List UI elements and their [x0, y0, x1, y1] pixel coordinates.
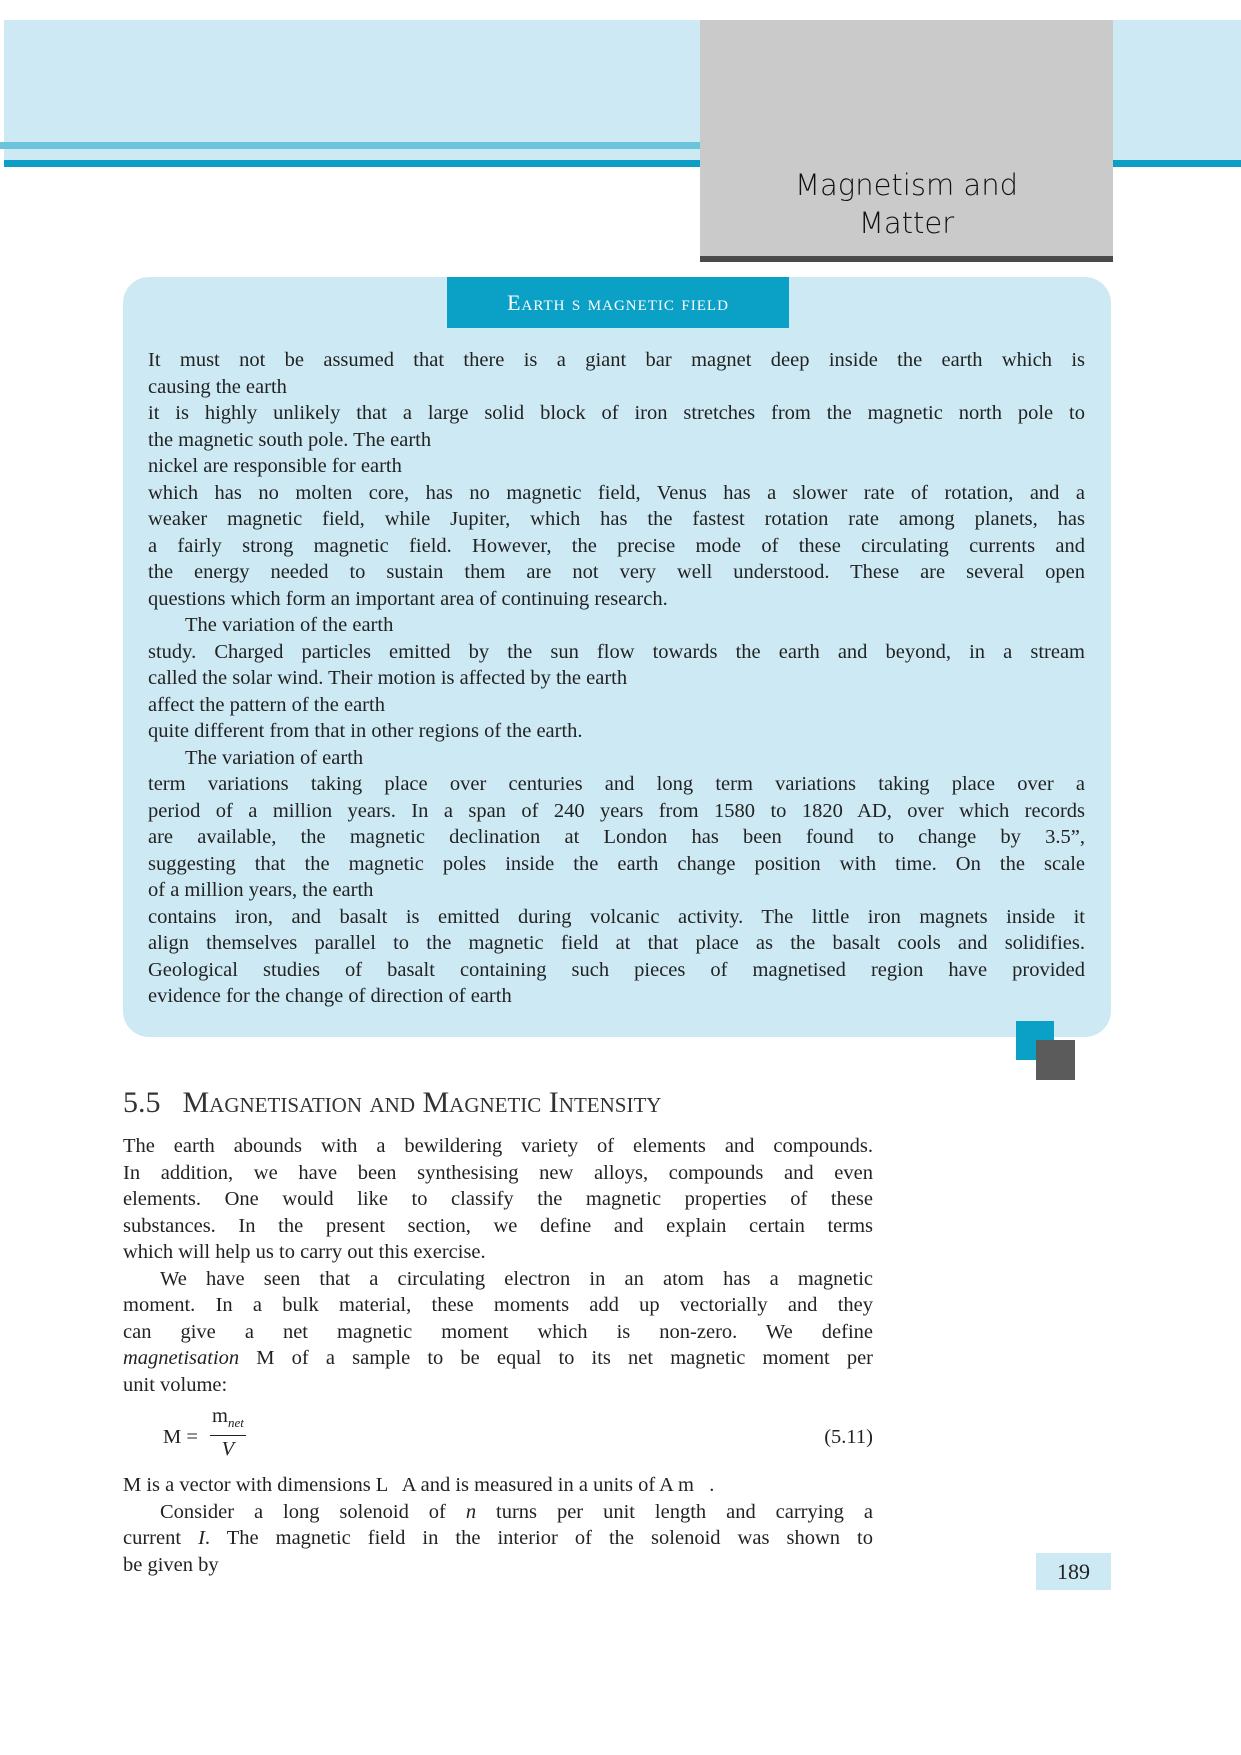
text-line [123, 1525, 873, 1552]
text-line: quite different from that in other regions of the earth. [148, 720, 583, 742]
numerator-subscript: net [227, 1415, 244, 1431]
info-box-title: Earth s magnetic field [447, 277, 789, 328]
text-span: M of a sample to be equal to its net magnetic moment per [239, 1347, 873, 1369]
denominator: V [221, 1438, 235, 1461]
text-line: suggesting that the magnetic poles inside the earth change position with time. On the scale [148, 852, 1085, 875]
text-line: The earth abounds with a bewildering variety of elements and compounds. [123, 1135, 873, 1157]
text-line: a fairly strong magnetic field. However, the precise mode of these circulating currents and [148, 534, 1085, 557]
text-line: questions which form an important area of continuing research. [148, 587, 668, 610]
text-line: affect the pattern of the earth [148, 693, 385, 716]
text-line: are available, the magnetic declination at London has been found to change by 3.5”, [148, 826, 1085, 848]
text-line: which has no molten core, has no magnetic field, Venus has a slower rate of rotation, and a [148, 481, 1085, 504]
text-line: period of a million years. In a span of 240 years from 1580 to 1820 AD, over which records [148, 799, 1085, 822]
text-line: align themselves parallel to the magnetic field at that place as the basalt cools and solidifies. [148, 932, 1085, 954]
text-line: nickel are responsible for earth [148, 455, 402, 477]
italic-symbol: n [465, 1500, 477, 1523]
section-title: Magnetisation and Magnetic Intensity [182, 1086, 662, 1119]
text-line: moment. In a bulk material, these moments add up vectorially and they [123, 1294, 873, 1316]
chapter-title [700, 166, 1113, 242]
text-line: study. Charged particles emitted by the sun flow towards the earth and beyond, in a stream [148, 640, 1085, 663]
text-line: can give a net magnetic moment which is non-zero. We define [123, 1320, 873, 1343]
header-rule-light [0, 142, 700, 149]
text-line: it is highly unlikely that a large solid block of iron stretches from the magnetic north pole to [148, 402, 1085, 424]
text-line: the magnetic south pole. The earth [148, 428, 432, 451]
text-span: Consider a long solenoid of [160, 1500, 466, 1523]
section-heading [123, 1086, 661, 1120]
text-line: contains iron, and basalt is emitted during volcanic activity. The little iron magnets inside it [148, 905, 1085, 928]
page-number: 189 [1036, 1553, 1111, 1590]
text-line: substances. In the present section, we define and explain certain terms [123, 1214, 873, 1237]
text-line: of a million years, the earth [148, 879, 374, 901]
text-line: elements. One would like to classify the magnetic properties of these [123, 1188, 873, 1210]
text-line: unit volume: [123, 1373, 228, 1396]
italic-symbol: I [198, 1527, 205, 1549]
main-text [123, 1133, 873, 1578]
numerator [210, 1404, 246, 1436]
info-box-body [148, 347, 1085, 1010]
text-line: The variation of earth [185, 746, 364, 769]
equation-number: (5.11) [824, 1426, 873, 1448]
text-line: be given by [123, 1553, 219, 1576]
text-line: causing the earth [148, 375, 287, 398]
text-line: It must not be assumed that there is a giant bar magnet deep inside the earth which is [148, 349, 1085, 371]
text-line [123, 1499, 873, 1526]
text-line: We have seen that a circulating electron in an atom has a magnetic [160, 1267, 873, 1290]
equation [123, 1404, 873, 1470]
text-line: The variation of the earth [185, 614, 394, 636]
equation-lhs: M = [163, 1426, 198, 1448]
chapter-title-block [700, 20, 1113, 262]
text-span: current [123, 1527, 199, 1549]
text-line [123, 1345, 873, 1372]
text-line: called the solar wind. Their motion is affected by the earth [148, 667, 628, 689]
section-number: 5.5 [123, 1086, 161, 1119]
text-line: weaker magnetic field, while Jupiter, which has the fastest rotation rate among planets, has [148, 508, 1085, 530]
decor-square-gray [1036, 1040, 1075, 1080]
text-line: Geological studies of basalt containing such pieces of magnetised region have provided [148, 958, 1085, 981]
paragraph [123, 1133, 873, 1266]
chapter-title-line: Magnetism and [795, 168, 1018, 202]
text-line: the energy needed to sustain them are not very well understood. These are several open [148, 561, 1085, 583]
paragraph [123, 1266, 873, 1346]
text-span: . The magnetic field in the interior of the solenoid was shown to [204, 1527, 874, 1549]
chapter-title-line: Matter [858, 206, 955, 240]
text-line: In addition, we have been synthesising new alloys, compounds and even [123, 1161, 873, 1184]
text-line: M is a vector with dimensions L A and is measured in a units of A m . [123, 1474, 715, 1496]
equation-fraction [210, 1404, 246, 1462]
text-line: which will help us to carry out this exercise. [123, 1241, 486, 1263]
italic-term: magnetisation [123, 1347, 240, 1369]
numerator-symbol: m [212, 1405, 228, 1427]
text-line: evidence for the change of direction of earth [148, 985, 512, 1007]
text-span: turns per unit length and carrying a [476, 1500, 873, 1523]
text-line: term variations taking place over centuries and long term variations taking place over a [148, 773, 1085, 795]
